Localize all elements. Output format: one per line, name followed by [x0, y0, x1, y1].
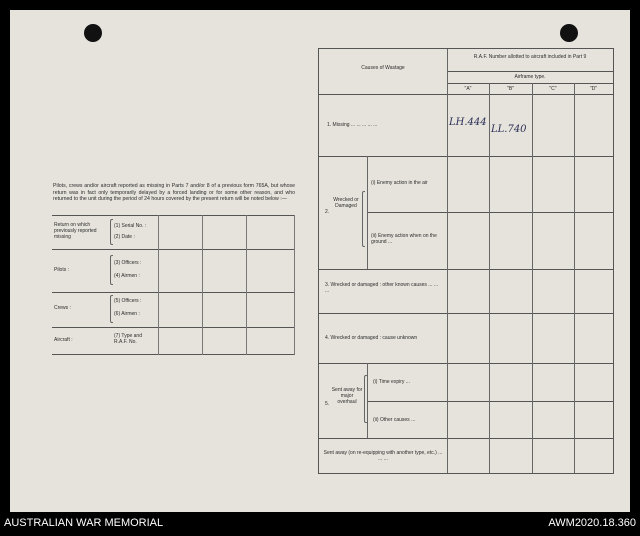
- row2-enemy-ground: (ii) Enemy action when on the ground ...: [371, 233, 437, 245]
- punch-hole-left: [84, 24, 102, 42]
- form-sheet: [10, 10, 630, 512]
- wastage-table: [318, 48, 614, 474]
- label-officers-1: (3) Officers :: [114, 260, 142, 266]
- label-crews: Crews :: [54, 305, 71, 311]
- label-date: (2) Date :: [114, 234, 135, 240]
- col-c: "C": [549, 86, 557, 92]
- row2-enemy-air: (i) Enemy action in the air: [371, 180, 428, 186]
- label-type-raf: (7) Type and R.A.F. No.: [114, 333, 142, 345]
- header-causes: Causes of Wastage: [361, 65, 405, 71]
- col-b: "B": [507, 86, 514, 92]
- punch-hole-right: [560, 24, 578, 42]
- brace-wrecked: [362, 191, 365, 247]
- label-aircraft: Aircraft :: [54, 337, 73, 343]
- row2-number: 2.: [325, 209, 330, 215]
- row5-number: 5.: [325, 401, 330, 407]
- row-missing: 1. Missing ... ... ... ... ...: [327, 122, 378, 128]
- row-other-causes: 3. Wrecked or damaged : other known causes ... ... ...: [325, 282, 439, 294]
- handwritten-ll740: LL.740: [491, 124, 527, 135]
- row5-label: Sent away for major overhaul: [331, 387, 363, 405]
- label-serial: (1) Serial No. :: [114, 223, 147, 229]
- row5-other-causes: (ii) Other causes ...: [373, 417, 416, 423]
- handwritten-lh444: LH.444: [449, 117, 487, 128]
- row-re-equipping: Sent away (on re-equipping with another type, etc.) ... ... ...: [323, 450, 443, 462]
- label-airmen-1: (4) Airmen :: [114, 273, 140, 279]
- label-officers-2: (5) Officers :: [114, 298, 142, 304]
- label-return-missing: Return on which previously reported missing: [54, 222, 97, 240]
- row2-label: Wrecked or Damaged: [333, 197, 359, 209]
- intro-paragraph: Pilots, crews and/or aircraft reported as missing in Parts 7 and/or 8 of a previous form 765A, but whose return was in fact only temporarily delayed by a forced landing or for some other reason, and who returned to the unit during the period of 24 hours covered by the present return will be noted below :—: [53, 183, 295, 203]
- brace-2: [110, 255, 113, 285]
- footer-accession: AWM2020.18.360: [548, 517, 636, 529]
- header-raf-number: R.A.F. Number allotted to aircraft included in Part 9: [473, 54, 587, 60]
- brace-overhaul: [364, 375, 367, 423]
- brace-3: [110, 295, 113, 323]
- header-airframe: Airframe type.: [514, 74, 546, 80]
- col-a: "A": [464, 86, 472, 92]
- label-pilots: Pilots :: [54, 267, 70, 273]
- brace-1: [110, 219, 113, 245]
- label-airmen-2: (6) Airmen :: [114, 311, 140, 317]
- col-d: "D": [589, 86, 598, 92]
- returned-table: [52, 215, 295, 355]
- row5-time-expiry: (i) Time expiry ...: [373, 379, 410, 385]
- row-cause-unknown: 4. Wrecked or damaged : cause unknown: [325, 335, 418, 341]
- footer-institution: AUSTRALIAN WAR MEMORIAL: [4, 517, 164, 529]
